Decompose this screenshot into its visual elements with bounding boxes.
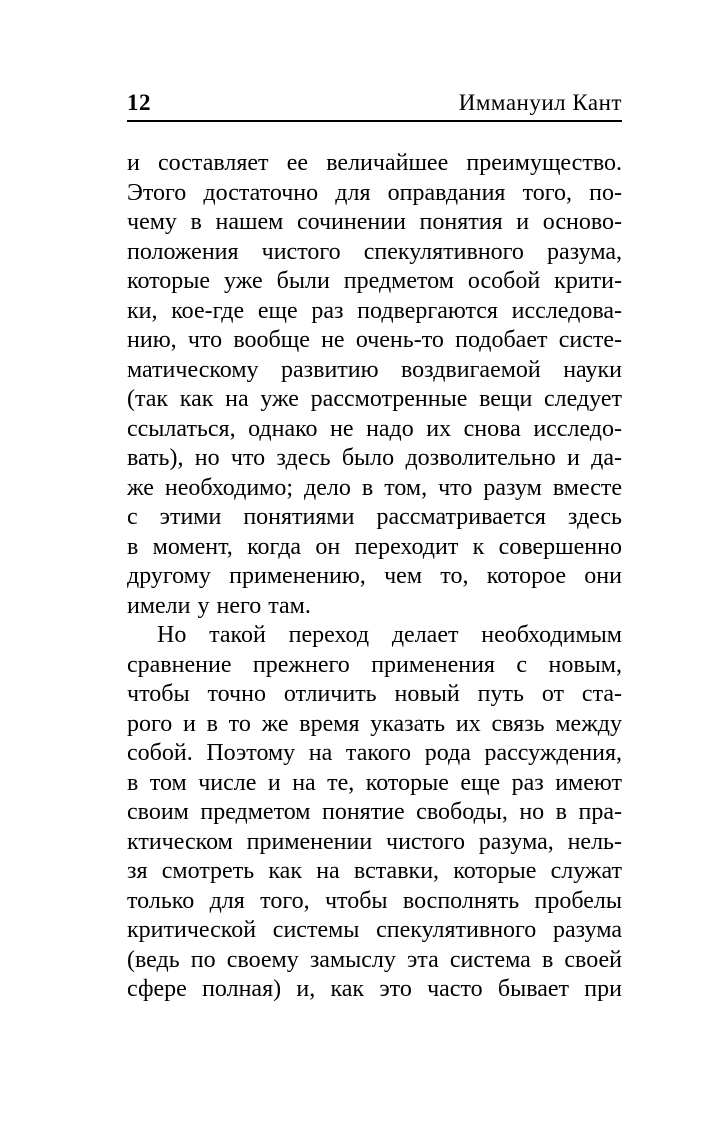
- text-line: своим предметом понятие свободы, но в пра-: [127, 799, 622, 825]
- text-line: которые уже были предметом особой крити-: [127, 268, 622, 294]
- text-line: нию, что вообще не очень-то подобает систе-: [127, 327, 622, 353]
- text-line: Но такой переход делает необходимым: [157, 622, 622, 648]
- text-line: вать), но что здесь было дозволительно и да-: [127, 445, 622, 471]
- text-line: чтобы точно отличить новый путь от ста-: [127, 681, 622, 707]
- text-line: только для того, чтобы восполнять пробелы: [127, 887, 622, 914]
- text-line: сравнение прежнего применения с новым,: [127, 651, 622, 678]
- text-line: сфере полная) и, как это часто бывает при: [127, 976, 622, 1002]
- text-line: критической системы спекулятивного разума: [127, 917, 622, 943]
- text-line: в момент, когда он переходит к совершенно: [127, 533, 622, 560]
- running-header: [127, 90, 622, 116]
- header-rule-divider: [127, 120, 622, 122]
- text-line: рого и в то же время указать их связь между: [127, 710, 622, 737]
- text-line: положения чистого спекулятивного разума,: [127, 238, 622, 265]
- text-line: в том числе и на те, которые еще раз имеют: [127, 769, 622, 796]
- text-line: ки, кое-где еще раз подвергаются исследова-: [127, 297, 622, 324]
- text-line: и составляет ее величайшее преимущество.: [127, 150, 622, 176]
- text-line: другому применению, чем то, которое они: [127, 563, 622, 589]
- text-line: же необходимо; дело в том, что разум вместе: [127, 474, 622, 501]
- text-line: (ведь по своему замыслу эта система в своей: [127, 946, 622, 973]
- text-line: Этого достаточно для оправдания того, по-: [127, 179, 622, 206]
- page-body-text: [127, 149, 622, 1005]
- text-line: чему в нашем сочинении понятия и осново-: [127, 209, 622, 235]
- running-head-author: Иммануил Кант: [458, 90, 622, 115]
- text-line: (так как на уже рассмотренные вещи следует: [127, 386, 622, 412]
- text-line: имели у него там.: [127, 592, 311, 619]
- text-line: зя смотреть как на вставки, которые служат: [127, 858, 622, 884]
- text-line: ктическом применении чистого разума, нель-: [127, 828, 622, 855]
- text-line: с этими понятиями рассматривается здесь: [127, 504, 622, 530]
- text-line: ссылаться, однако не надо их снова исследо-: [127, 415, 622, 442]
- text-line: матическому развитию воздвигаемой науки: [127, 356, 622, 383]
- text-line: собой. Поэтому на такого рода рассуждения,: [127, 740, 622, 766]
- page-number: 12: [127, 90, 151, 115]
